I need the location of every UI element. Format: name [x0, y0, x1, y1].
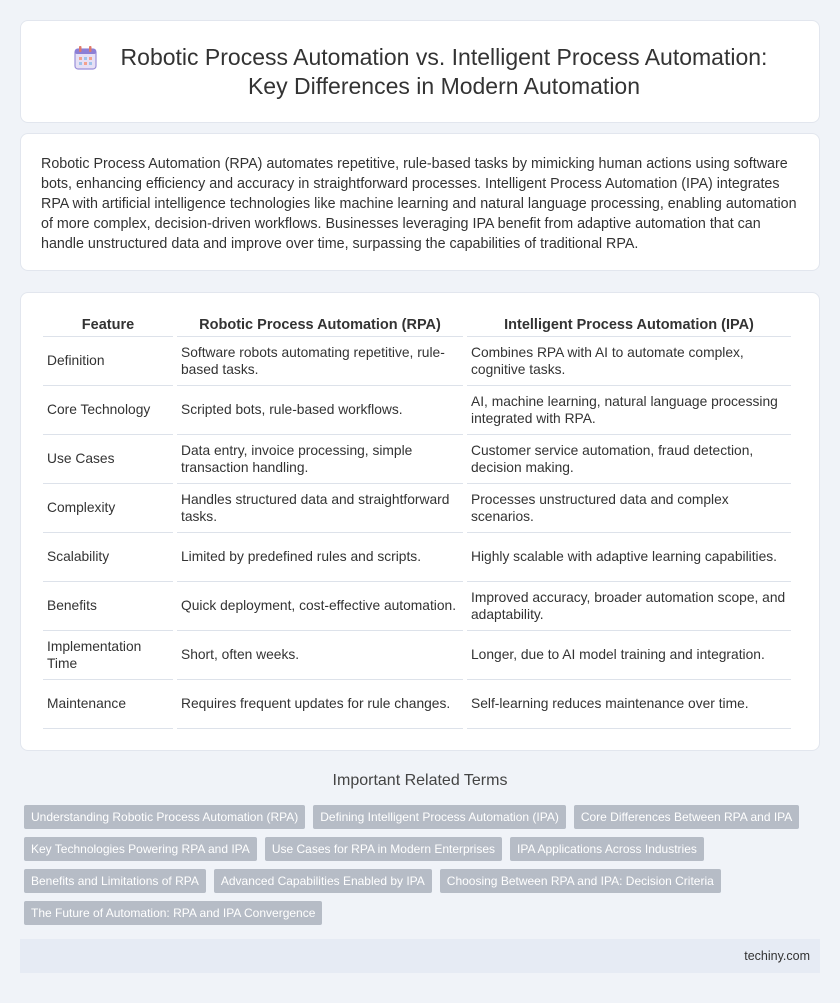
- related-term-tag[interactable]: Benefits and Limitations of RPA: [24, 869, 206, 893]
- page-title: [121, 43, 768, 101]
- table-header-row: [43, 313, 791, 337]
- cell-feature: Scalability: [43, 533, 173, 582]
- table-row: [43, 337, 791, 386]
- related-term-tag[interactable]: Choosing Between RPA and IPA: Decision Criteria: [440, 869, 721, 893]
- table-row: [43, 680, 791, 729]
- table-row: [43, 435, 791, 484]
- comparison-table-card: [20, 292, 820, 751]
- related-term-tag[interactable]: Key Technologies Powering RPA and IPA: [24, 837, 257, 861]
- related-term-tag[interactable]: Core Differences Between RPA and IPA: [574, 805, 799, 829]
- related-term-tag[interactable]: Advanced Capabilities Enabled by IPA: [214, 869, 432, 893]
- related-term-tag[interactable]: Use Cases for RPA in Modern Enterprises: [265, 837, 502, 861]
- header-card: [20, 20, 820, 123]
- cell-ipa: Combines RPA with AI to automate complex, cognitive tasks.: [467, 337, 791, 386]
- cell-feature: Maintenance: [43, 680, 173, 729]
- cell-ipa: Longer, due to AI model training and integration.: [467, 631, 791, 680]
- header-ipa: Intelligent Process Automation (IPA): [467, 313, 791, 337]
- cell-rpa: Quick deployment, cost-effective automation.: [177, 582, 463, 631]
- cell-ipa: Self-learning reduces maintenance over time.: [467, 680, 791, 729]
- calendar-icon: [73, 43, 99, 73]
- related-term-tag[interactable]: Defining Intelligent Process Automation (IPA): [313, 805, 566, 829]
- comparison-table: [39, 313, 795, 729]
- cell-rpa: Data entry, invoice processing, simple transaction handling.: [177, 435, 463, 484]
- cell-rpa: Handles structured data and straightforward tasks.: [177, 484, 463, 533]
- table-row: [43, 484, 791, 533]
- cell-feature: Benefits: [43, 582, 173, 631]
- header-rpa: Robotic Process Automation (RPA): [177, 313, 463, 337]
- intro-paragraph: Robotic Process Automation (RPA) automates repetitive, rule-based tasks by mimicking human actions using software bots, enhancing efficiency and accuracy in straightforward processes. Intelligent Process Automation (IPA) integrates RPA with artificial intelligence technologies like machine learning and natural language processing, enabling automation of more complex, decision-driven workflows. Businesses leveraging IPA benefit from adaptive automation that can handle unstructured data and improve over time, surpassing the capabilities of traditional RPA.: [41, 156, 797, 252]
- table-row: [43, 386, 791, 435]
- related-term-tag[interactable]: IPA Applications Across Industries: [510, 837, 704, 861]
- cell-feature: Core Technology: [43, 386, 173, 435]
- cell-rpa: Limited by predefined rules and scripts.: [177, 533, 463, 582]
- cell-rpa: Short, often weeks.: [177, 631, 463, 680]
- related-term-tag[interactable]: Understanding Robotic Process Automation (RPA): [24, 805, 305, 829]
- footer-site-link[interactable]: techiny.com: [744, 949, 810, 963]
- cell-ipa: Highly scalable with adaptive learning capabilities.: [467, 533, 791, 582]
- footer: [20, 939, 820, 973]
- cell-ipa: Improved accuracy, broader automation scope, and adaptability.: [467, 582, 791, 631]
- cell-feature: Complexity: [43, 484, 173, 533]
- cell-feature: Implementation Time: [43, 631, 173, 680]
- header-feature: Feature: [43, 313, 173, 337]
- cell-rpa: Scripted bots, rule-based workflows.: [177, 386, 463, 435]
- page-title-line2: Key Differences in Modern Automation: [247, 72, 641, 99]
- cell-rpa: Requires frequent updates for rule changes.: [177, 680, 463, 729]
- cell-ipa: Processes unstructured data and complex scenarios.: [467, 484, 791, 533]
- related-term-tag[interactable]: The Future of Automation: RPA and IPA Convergence: [24, 901, 322, 925]
- intro-card: [20, 133, 820, 271]
- cell-feature: Definition: [43, 337, 173, 386]
- cell-ipa: Customer service automation, fraud detection, decision making.: [467, 435, 791, 484]
- table-row: [43, 582, 791, 631]
- related-terms-list: [24, 805, 820, 933]
- page-title-line1: Robotic Process Automation vs. Intelligent Process Automation:: [120, 43, 768, 70]
- table-row: [43, 533, 791, 582]
- cell-feature: Use Cases: [43, 435, 173, 484]
- cell-rpa: Software robots automating repetitive, rule-based tasks.: [177, 337, 463, 386]
- cell-ipa: AI, machine learning, natural language processing integrated with RPA.: [467, 386, 791, 435]
- table-row: [43, 631, 791, 680]
- related-terms-title: Important Related Terms: [332, 772, 508, 789]
